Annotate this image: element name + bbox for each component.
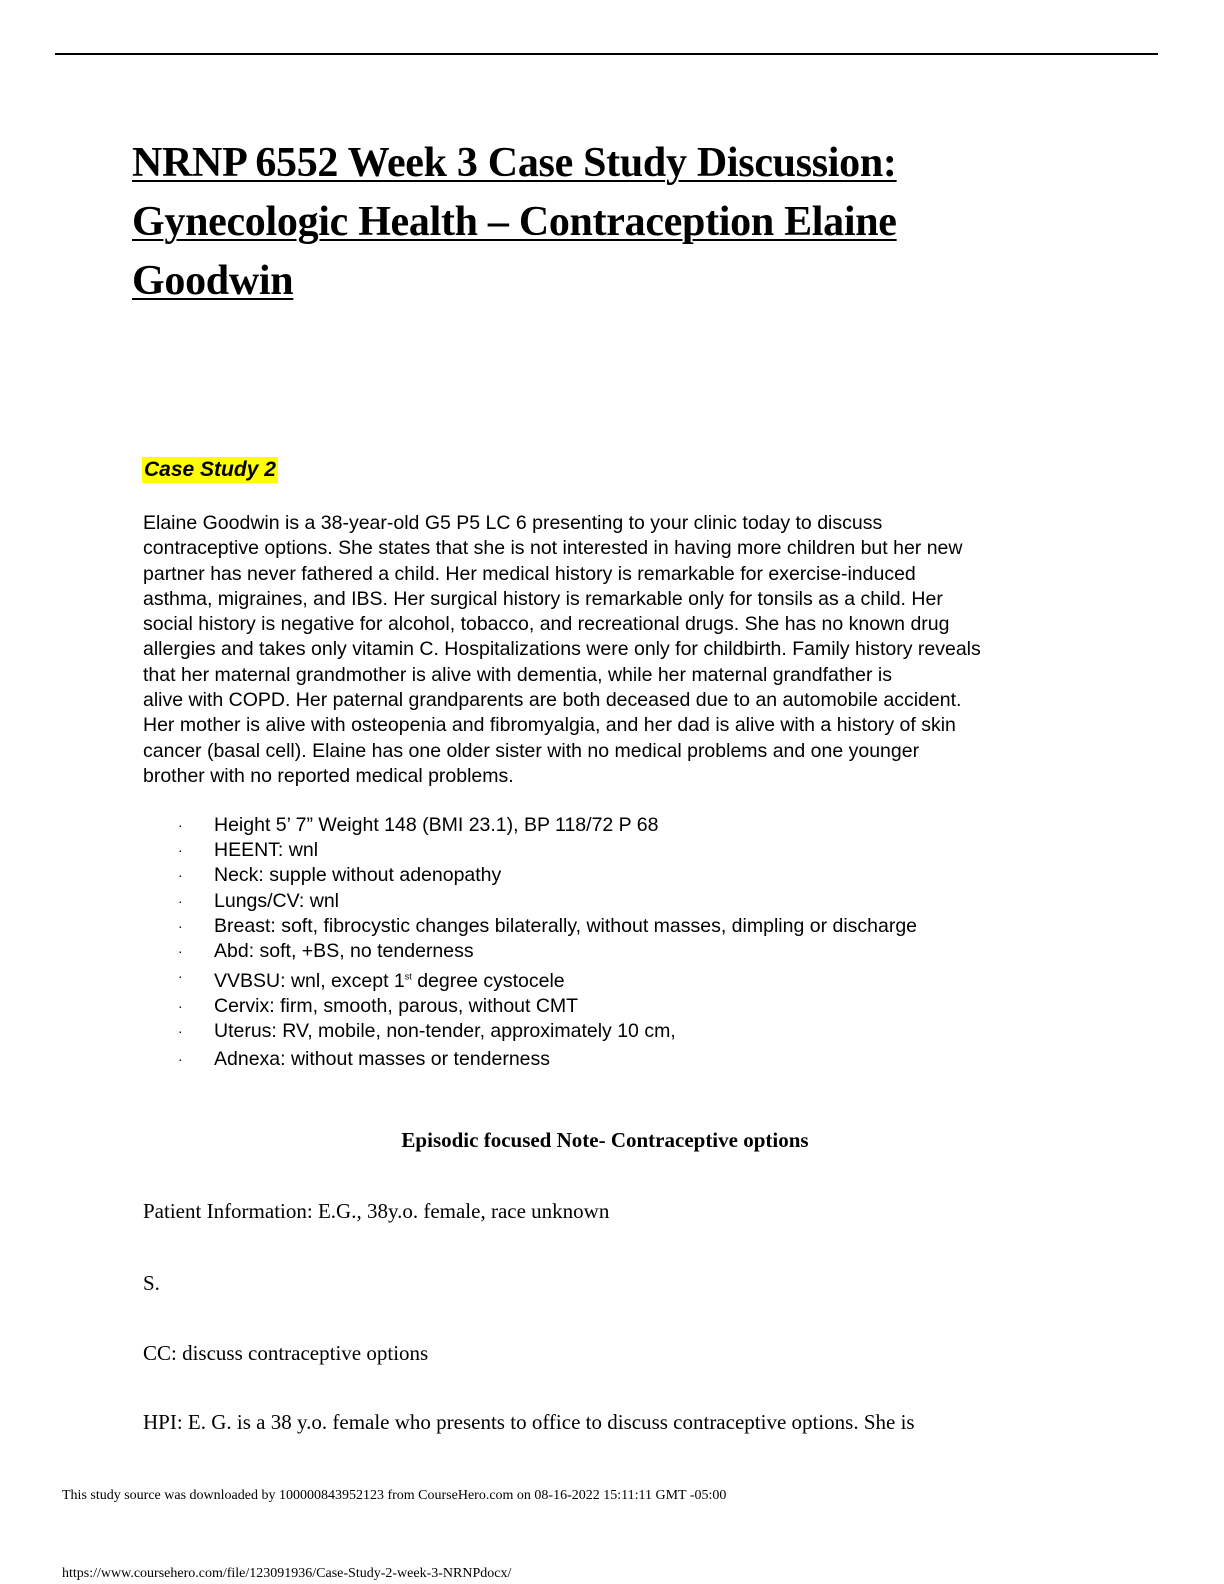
bullet-icon: · <box>178 817 183 833</box>
case-line: asthma, migraines, and IBS. Her surgical history is remarkable only for tonsils as a child. Her <box>143 587 943 610</box>
bullet-icon: · <box>178 968 183 985</box>
bullet-icon: · <box>178 842 183 859</box>
exam-findings-list <box>143 813 917 1073</box>
case-line: brother with no reported medical problems. <box>143 764 514 787</box>
download-notice: This study source was downloaded by 100000843952123 from CourseHero.com on 08-16-2022 15:11:11 GMT -05:00 <box>62 1488 727 1503</box>
history-present-illness: HPI: E. G. is a 38 y.o. female who presents to office to discuss contraceptive options. She is <box>143 1410 915 1434</box>
list-item <box>143 813 917 838</box>
list-item <box>143 1019 917 1044</box>
finding-text <box>214 970 565 992</box>
list-item <box>143 863 917 888</box>
subjective-section-label: S. <box>143 1271 160 1295</box>
bullet-icon: · <box>178 997 183 1014</box>
case-line: social history is negative for alcohol, tobacco, and recreational drugs. She has no known drug <box>143 613 950 636</box>
case-study-heading: Case Study 2 <box>144 458 276 481</box>
finding-text: Adnexa: without masses or tenderness <box>214 1048 551 1071</box>
finding-text: Neck: supple without adenopathy <box>214 864 502 887</box>
title-line: Goodwin <box>132 258 294 304</box>
bullet-icon: · <box>178 1023 183 1040</box>
list-item <box>143 889 917 914</box>
case-line: that her maternal grandmother is alive with dementia, while her maternal grandfather is <box>143 663 892 686</box>
title-line: Gynecologic Health – Contraception Elaine <box>132 199 897 245</box>
list-item <box>143 914 917 939</box>
finding-text: HEENT: wnl <box>214 839 319 862</box>
case-line: Her mother is alive with osteopenia and fibromyalgia, and her dad is alive with a history of skin <box>143 714 956 737</box>
bullet-icon: · <box>178 1051 183 1068</box>
case-line: Elaine Goodwin is a 38-year-old G5 P5 LC 6 presenting to your clinic today to discuss <box>143 512 883 534</box>
finding-text: Breast: soft, fibrocystic changes bilaterally, without masses, dimpling or discharge <box>214 914 918 937</box>
bullet-icon: · <box>178 892 183 909</box>
case-line: cancer (basal cell). Elaine has one older sister with no medical problems and one younger <box>143 739 920 762</box>
case-line: contraceptive options. She states that she is not interested in having more children but her new <box>143 537 963 560</box>
list-item <box>143 939 917 964</box>
ordinal-suffix: st <box>404 971 412 982</box>
list-item <box>143 1047 917 1072</box>
case-line: allergies and takes only vitamin C. Hospitalizations were only for childbirth. Family history reveals <box>143 638 981 661</box>
list-item <box>143 994 917 1019</box>
bullet-icon: · <box>178 917 183 934</box>
case-line: partner has never fathered a child. Her medical history is remarkable for exercise-induced <box>143 562 916 585</box>
title-line: NRNP 6552 Week 3 Case Study Discussion: <box>132 140 897 186</box>
case-line: alive with COPD. Her paternal grandparents are both deceased due to an automobile accident. <box>143 689 962 712</box>
top-rule <box>55 53 1158 55</box>
finding-text: Cervix: firm, smooth, parous, without CMT <box>214 994 579 1017</box>
finding-text: Height 5’ 7” Weight 148 (BMI 23.1), BP 118/72 P 68 <box>214 814 659 836</box>
note-heading: Episodic focused Note- Contraceptive options <box>401 1128 809 1152</box>
finding-text: Lungs/CV: wnl <box>214 889 340 912</box>
list-item <box>143 964 917 994</box>
finding-text-prefix: VVBSU: wnl, except 1 <box>214 969 405 992</box>
bullet-icon: · <box>178 943 183 960</box>
finding-text: Abd: soft, +BS, no tenderness <box>214 940 474 963</box>
finding-text: Uterus: RV, mobile, non-tender, approximately 10 cm, <box>214 1020 676 1043</box>
chief-complaint: CC: discuss contraceptive options <box>143 1341 429 1365</box>
source-url: https://www.coursehero.com/file/123091936/Case-Study-2-week-3-NRNPdocx/ <box>62 1566 512 1581</box>
list-item <box>143 838 917 863</box>
bullet-icon: · <box>178 867 183 884</box>
case-description <box>143 511 1103 789</box>
document-title <box>132 134 1032 311</box>
patient-information: Patient Information: E.G., 38y.o. female, race unknown <box>143 1199 610 1223</box>
finding-text-suffix: degree cystocele <box>411 969 565 992</box>
